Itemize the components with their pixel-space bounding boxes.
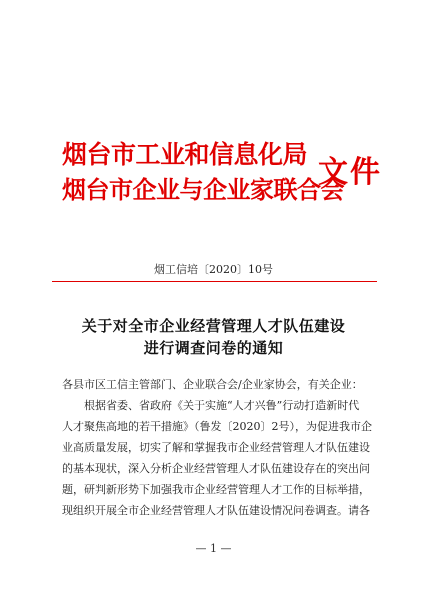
document-header [0,134,427,224]
body-line: 根据省委、省政府《关于实施“人才兴鲁”行动打造新时代 [62,399,360,412]
document-type-label: 文件 [318,155,382,190]
body-line: 的基本现状，深入分析企业经营管理人才队伍建设存在的突出问 [62,462,370,475]
document-title-line-1: 关于对全市企业经营管理人才队伍建设 [81,317,346,335]
body-line: 人才聚焦高地的若干措施》（鲁发〔2020〕2号），为促进我市企 [62,420,372,433]
body-line: 现组织开展全市企业经营管理人才队伍建设情况问卷调查。请各 [62,504,370,517]
issuer-name-2: 烟台市企业与企业家联合会 [62,176,344,204]
document-number: 烟工信培〔2020〕10号 [154,263,273,276]
issuer-name-1: 烟台市工业和信息化局 [62,140,308,169]
body-line: 题，研判新形势下加强我市企业经营管理人才工作的目标举措， [62,483,370,496]
red-divider-line [52,281,377,282]
salutation: 各县市区工信主管部门、企业联合会/企业家协会，有关企业： [62,378,363,391]
document-title-line-2: 进行调查问卷的通知 [143,339,284,357]
body-line: 业高质量发展，切实了解和掌握我市企业经营管理人才队伍建设 [62,441,370,454]
page-number: — 1 — [195,542,232,555]
body-paragraph [62,395,372,521]
